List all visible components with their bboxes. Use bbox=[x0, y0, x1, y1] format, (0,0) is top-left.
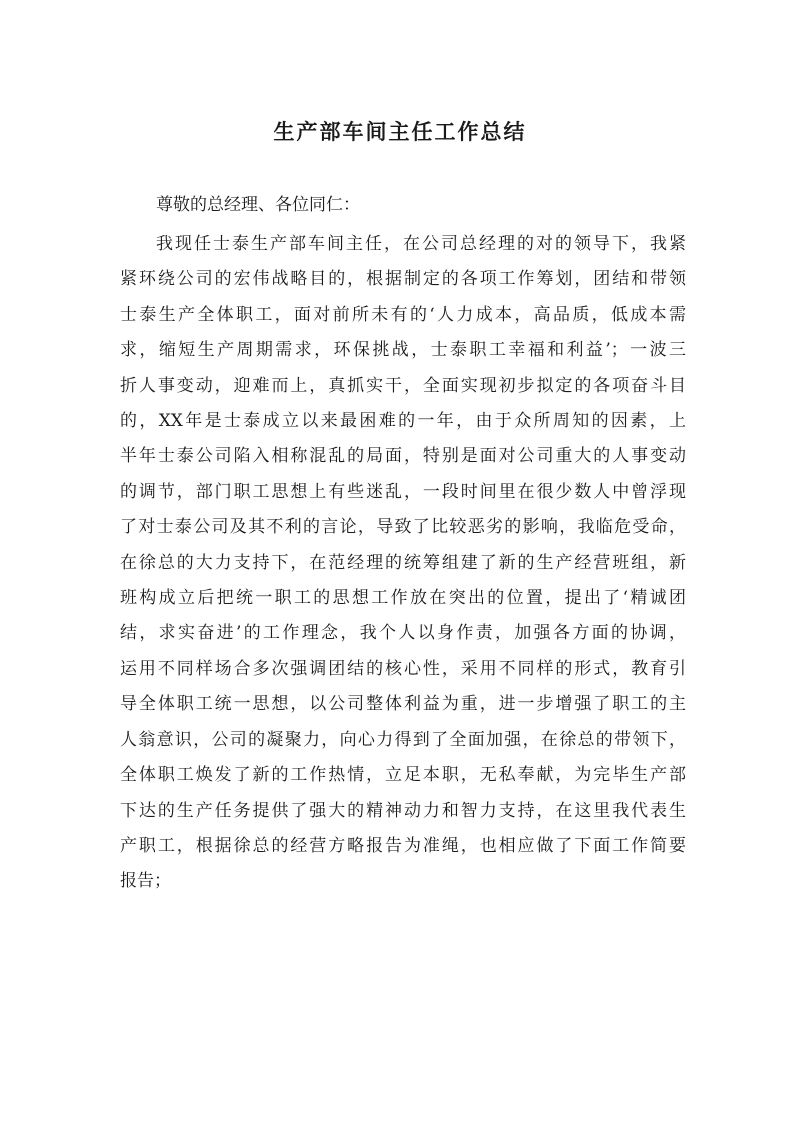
paragraph-line: 紧环绕公司的宏伟战略目的，根据制定的各项工作筹划，团结和带领 bbox=[120, 269, 686, 290]
paragraph-line: 的，XX年是士泰成立以来最困难的一年，由于众所周知的因素，上 bbox=[120, 411, 686, 432]
body-paragraph bbox=[120, 227, 686, 900]
document-body bbox=[120, 183, 686, 900]
paragraph-line: 折人事变动，迎难而上，真抓实干，全面实现初步拟定的各项奋斗目 bbox=[120, 375, 686, 396]
paragraph-line: 结，求实奋进’的工作理念，我个人以身作责，加强各方面的协调， bbox=[120, 623, 686, 644]
paragraph-line: 的调节，部门职工思想上有些迷乱，一段时间里在很少数人中曾浮现 bbox=[120, 481, 686, 502]
paragraph-line: 在徐总的大力支持下，在范经理的统筹组建了新的生产经营班组，新 bbox=[120, 552, 686, 573]
paragraph-line: 半年士泰公司陷入相称混乱的局面，特别是面对公司重大的人事变动 bbox=[120, 446, 686, 467]
paragraph-line: 了对士泰公司及其不利的言论，导致了比较恶劣的影响，我临危受命， bbox=[120, 517, 686, 538]
paragraph-line: 人翁意识，公司的凝聚力，向心力得到了全面加强，在徐总的带领下， bbox=[120, 729, 686, 750]
paragraph-line: 求，缩短生产周期需求，环保挑战，士泰职工幸福和利益’；一波三 bbox=[120, 340, 686, 361]
paragraph-line: 班构成立后把统一职工的思想工作放在突出的位置，提出了‘精诚团 bbox=[120, 588, 686, 609]
paragraph-line: 产职工，根据徐总的经营方略报告为准绳，也相应做了下面工作简要 bbox=[120, 835, 686, 856]
paragraph-line: 导全体职工统一思想，以公司整体利益为重，进一步增强了职工的主 bbox=[120, 694, 686, 715]
paragraph-line: 运用不同样场合多次强调团结的核心性，采用不同样的形式，教育引 bbox=[120, 658, 686, 679]
paragraph-line: 我现任士泰生产部车间主任，在公司总经理的对的领导下，我紧 bbox=[156, 234, 686, 254]
document-title: 生产部车间主任工作总结 bbox=[273, 119, 527, 145]
paragraph-line: 全体职工焕发了新的工作热情，立足本职，无私奉献，为完毕生产部 bbox=[120, 765, 686, 786]
paragraph-line: 报告； bbox=[120, 871, 171, 892]
paragraph-line: 士泰生产全体职工，面对前所未有的‘人力成本，高品质，低成本需 bbox=[120, 304, 686, 325]
paragraph-line: 下达的生产任务提供了强大的精神动力和智力支持，在这里我代表生 bbox=[120, 800, 686, 821]
salutation: 尊敬的总经理、各位同仁： bbox=[156, 195, 360, 215]
